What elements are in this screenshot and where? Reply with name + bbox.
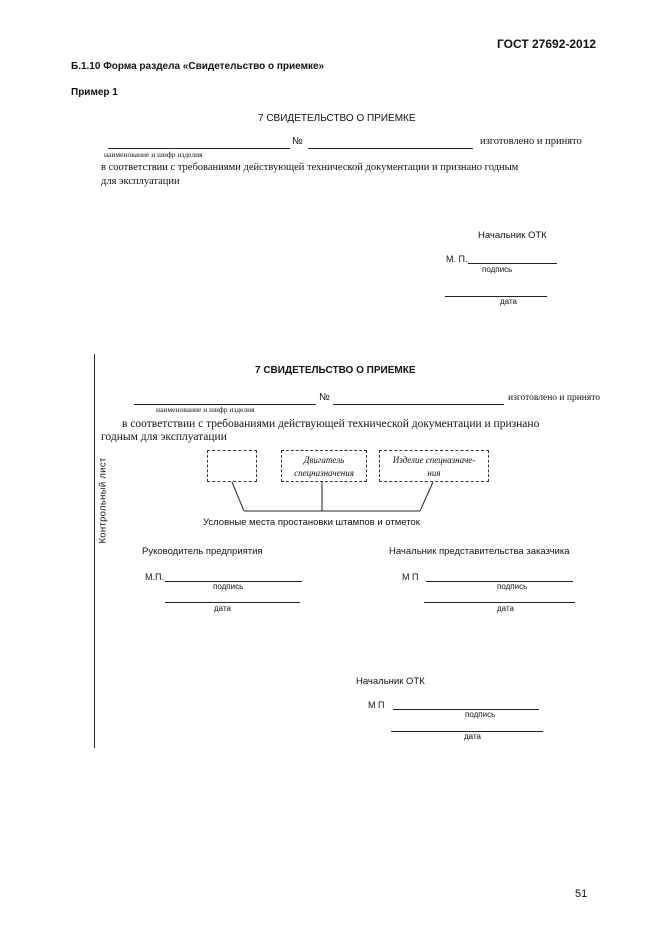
standard-code: ГОСТ 27692-2012 [497, 37, 597, 51]
stamp-product-line1: Изделие спецназначе- [392, 455, 476, 465]
enterprise-signature-caption: подпись [213, 582, 244, 591]
serial-number-line [333, 404, 504, 405]
number-sign: № [292, 136, 303, 147]
otk-head-label: Начальник ОТК [478, 230, 547, 241]
signature-line [468, 263, 557, 264]
control-sheet-label: Контрольный лист [97, 457, 109, 544]
name-caption: наименование и шифр изделия [156, 405, 255, 414]
stamps-caption: Условные места простановки штампов и отметок [203, 517, 420, 528]
control-sheet-margin-line [94, 354, 95, 748]
stamp-engine-line2: спецназначения [294, 468, 354, 478]
customer-head-label: Начальник представительства заказчика [389, 546, 570, 557]
conformity-text-line2: для эксплуатации [101, 176, 180, 187]
conformity-text-line2: годным для эксплуатации [101, 431, 227, 443]
section-title: Б.1.10 Форма раздела «Свидетельство о приемке» [71, 61, 325, 72]
name-caption: наименование и шифр изделия [104, 150, 203, 159]
customer-stamp-label: М П [402, 572, 419, 582]
stamp-placeholder-empty [207, 450, 257, 482]
stamp-placeholder-engine [281, 450, 367, 482]
stamp-placeholder-product [379, 450, 489, 482]
conformity-text-line1: в соответствии с требованиями действующей технической документации и признано [122, 418, 540, 430]
page-number: 51 [575, 888, 588, 900]
customer-date-caption: дата [497, 604, 514, 613]
number-sign: № [319, 392, 330, 403]
date-caption: дата [500, 297, 517, 306]
customer-date-line [424, 602, 575, 603]
date-line [445, 296, 547, 297]
stamp-engine-line1: Двигатель [303, 455, 345, 465]
example-label: Пример 1 [71, 87, 118, 98]
otk-date-caption: дата [464, 732, 481, 741]
otk-head-label: Начальник ОТК [356, 676, 425, 687]
conformity-text-line1: в соответствии с требованиями действующей технической документации и признано годным [101, 162, 519, 173]
product-name-line [108, 148, 290, 149]
enterprise-head-label: Руководитель предприятия [142, 546, 263, 557]
certificate-title: 7 СВИДЕТЕЛЬСТВО О ПРИЕМКЕ [258, 113, 416, 124]
certificate-title: 7 СВИДЕТЕЛЬСТВО О ПРИЕМКЕ [255, 365, 416, 376]
serial-number-line [308, 148, 473, 149]
stamp-label: М. П. [446, 254, 468, 264]
enterprise-date-caption: дата [214, 604, 231, 613]
signature-caption: подпись [482, 265, 513, 274]
customer-signature-caption: подпись [497, 582, 528, 591]
otk-stamp-label: М П [368, 700, 385, 710]
manufactured-text: изготовлено и принято [480, 136, 582, 147]
enterprise-stamp-label: М.П. [145, 572, 164, 582]
manufactured-text: изготовлено и принято [508, 393, 601, 403]
otk-signature-caption: подпись [465, 710, 496, 719]
stamp-product-line2: ния [427, 468, 441, 478]
enterprise-date-line [165, 602, 300, 603]
